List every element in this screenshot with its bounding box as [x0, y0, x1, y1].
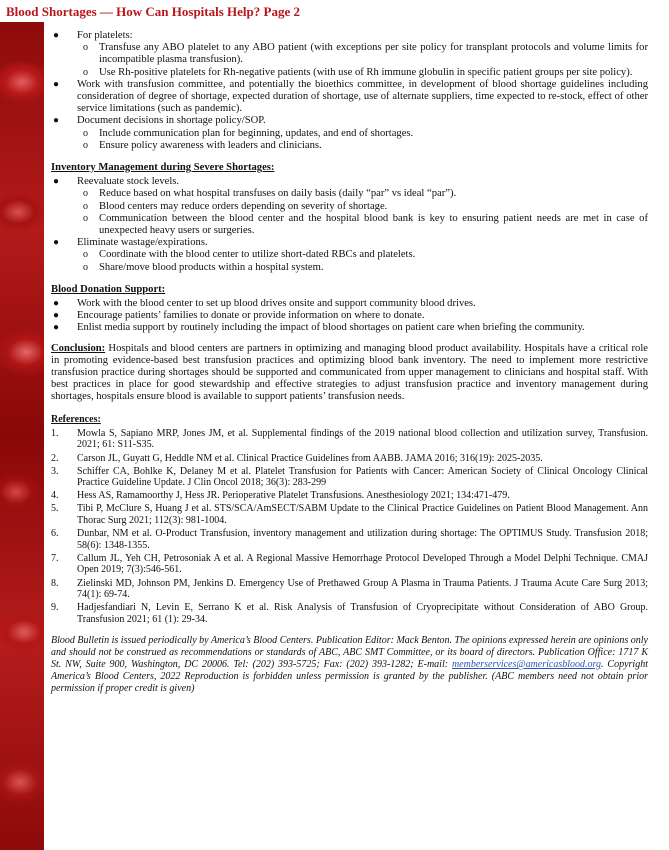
- donation-heading: Blood Donation Support:: [51, 283, 166, 295]
- top-bullet-list: [51, 30, 648, 152]
- reference-item: 8. Zielinski MD, Johnson PM, Jenkins D. Emergency Use of Prethawed Group A Plasma in Trauma Patients. J Trauma Acute Care Surg 2013; 74(1): 69-74.: [51, 577, 648, 601]
- bullet-icon: ●: [53, 310, 60, 322]
- sub-bullet: o Include communication plan for beginning, updates, and end of shortages.: [83, 127, 414, 139]
- bullet-eliminate-wastage: ● Eliminate wastage/expirations. o Coordinate with the blood center to utilize short-dated RBCs and platelets. o Share/move blood products within a hospital system.: [51, 237, 648, 274]
- sub-bullet: o Share/move blood products within a hospital system.: [83, 261, 324, 273]
- reference-item: 7. Callum JL, Yeh CH, Petrosoniak A et al. A Regional Massive Hemorrhage Protocol Developed Through a Model Delphi Technique. CMAJ Open 2019; 7(3):546-561.: [51, 552, 648, 576]
- bullet-icon: ●: [53, 78, 60, 90]
- email-link[interactable]: memberservices@americasblood.org: [451, 658, 602, 670]
- sub-bullet: o Communication between the blood center and the hospital blood bank is key to ensuring patient needs are met in case of unexpected heavy users or surgeries.: [83, 212, 648, 237]
- publication-footer: Blood Bulletin is issued periodically by America’s Blood Centers. Publication Editor: Mack Benton. The opinions expressed herein are opinions only and should not be construed as recommendations or standards of ABC, ABC SMT Committee, or its board of directors. Publication Office: 1717 K St. NW, Suite 900, Washington, DC 20006. Tel: (202) 393-5725; Fax: (202) 393-1282; E-mail: memberservices@americasblood.org. Copyright America’s Blood Centers, 2022 Reproduction is forbidden unless permission is granted by the publisher. (ABC members need not obtain prior permission if proper credit is given): [51, 635, 648, 694]
- reference-item: 2. Carson JL, Guyatt G, Heddle NM et al. Clinical Practice Guidelines from AABB. JAMA 2016; 316(19): 2025-2035.: [51, 452, 543, 464]
- bullet-platelets: ● For platelets: o Transfuse any ABO platelet to any ABO patient (with exceptions per site policy for transplant protocols and volume limits for incompatible plasma transfusion). o Use Rh-positive platelets for Rh-negative patients (with use of Rh immune globulin in specific patient groups per site policy).: [53, 30, 648, 78]
- document-body: [51, 30, 648, 694]
- references-list: [51, 428, 648, 626]
- donation-bullet: ● Work with the blood center to set up blood drives onsite and support community blood drives.: [53, 298, 476, 310]
- circle-bullet-icon: o: [83, 127, 88, 139]
- circle-bullet-icon: o: [83, 139, 88, 151]
- sub-bullet-list: [77, 42, 648, 79]
- circle-bullet-icon: o: [83, 261, 88, 273]
- sub-bullet: o Ensure policy awareness with leaders and clinicians.: [83, 139, 322, 151]
- sub-bullet-list: [77, 249, 648, 273]
- conclusion-label: Conclusion:: [51, 342, 106, 354]
- bullet-reevaluate: ● Reevaluate stock levels. o Reduce based on what hospital transfuses on daily basis (daily “par” vs ideal “par”). o Blood centers may reduce orders depending on severity of shortage. o Communication between the blood center and the hospital blood bank is key to ensuring patient needs are met in case of unexpected heavy users or surgeries.: [53, 176, 648, 237]
- circle-bullet-icon: o: [83, 188, 88, 200]
- sub-bullet-list: [77, 128, 648, 152]
- inventory-heading: Inventory Management during Severe Shortages:: [51, 162, 275, 174]
- reference-item: 4. Hess AS, Ramamoorthy J, Hess JR. Perioperative Platelet Transfusions. Anesthesiology 2021; 134:471-479.: [51, 490, 510, 502]
- bullet-icon: ●: [53, 237, 60, 249]
- bullet-icon: ●: [53, 115, 60, 127]
- bullet-document-decisions: ● Document decisions in shortage policy/SOP. o Include communication plan for beginning, updates, and end of shortages. o Ensure policy awareness with leaders and clinicians.: [51, 115, 648, 152]
- circle-bullet-icon: o: [83, 200, 88, 212]
- sub-bullet: o Transfuse any ABO platelet to any ABO patient (with exceptions per site policy for transplant protocols and volume limits for incompatible plasma transfusion).: [83, 42, 648, 66]
- bullet-icon: ●: [53, 298, 60, 310]
- circle-bullet-icon: o: [83, 42, 88, 54]
- donation-bullet-list: [51, 298, 648, 335]
- bullet-icon: ●: [53, 322, 60, 334]
- references-heading: References:: [51, 413, 101, 425]
- circle-bullet-icon: o: [83, 66, 88, 78]
- circle-bullet-icon: o: [83, 212, 88, 224]
- sub-bullet: o Use Rh-positive platelets for Rh-negative patients (with use of Rh immune globulin in specific patient groups per site policy).: [83, 66, 633, 78]
- reference-item: 9. Hadjesfandiari N, Levin E, Serrano K et al. Risk Analysis of Transfusion of Cryoprecipitate without Consideration of ABO Group. Transfusion 2021; 61 (1): 29-34.: [51, 602, 648, 625]
- bullet-icon: ●: [53, 176, 60, 188]
- conclusion-paragraph: [51, 343, 648, 404]
- donation-bullet: ● Enlist media support by routinely including the impact of blood shortages on patient care when briefing the community.: [53, 322, 585, 334]
- sub-bullet: o Coordinate with the blood center to utilize short-dated RBCs and platelets.: [83, 249, 416, 261]
- bullet-icon: ●: [53, 30, 60, 41]
- red-blood-cell-border-image: [0, 22, 44, 850]
- reference-item: 6. Dunbar, NM et al. O-Product Transfusion, inventory management and utilization during shortage: The OPTIMUS Study. Transfusion 2018; 58(6): 1348-1355.: [51, 528, 648, 551]
- reference-item: 3. Schiffer CA, Bohlke K, Delaney M et al. Platelet Transfusion for Patients with Cancer: American Society of Clinical Oncology Clinical Practice Guideline Update. J Clin Oncol 2018; 36(3): 283-299: [51, 465, 648, 489]
- sub-bullet: o Reduce based on what hospital transfuses on daily basis (daily “par” vs ideal “par”).: [83, 188, 457, 200]
- reference-item: 5. Tibi P, McClure S, Huang J et al. STS/SCA/AmSECT/SABM Update to the Clinical Practice Guidelines on Patient Blood Management. Ann Thorac Surg 2021; 112(3): 981-1004.: [51, 503, 648, 527]
- sub-bullet: o Blood centers may reduce orders depending on severity of shortage.: [83, 200, 388, 212]
- donation-bullet: ● Encourage patients’ families to donate or provide information on where to donate.: [53, 310, 425, 322]
- circle-bullet-icon: o: [83, 249, 88, 261]
- reference-item: 1. Mowla S, Sapiano MRP, Jones JM, et al. Supplemental findings of the 2019 national blood collection and utilization survey, Transfusion. 2021; 61: S11-S35.: [51, 427, 648, 451]
- bullet-transfusion-committee: ● Work with transfusion committee, and potentially the bioethics committee, in development of blood shortage guidelines including consideration of degree of shortage, expected duration of shortage, use of alternate suppliers, time expected to re-stock, effect of other service limitations (such as pandemic).: [53, 78, 648, 115]
- inventory-bullet-list: [51, 176, 648, 274]
- conclusion-text: Hospitals and blood centers are partners in optimizing and managing blood product availability. Hospitals have a critical role in promoting evidence-based best transfusion practices and optimizing blood bank inventory. The need to implement more restrictive transfusion practice during shortages should be supported and communicated from upper management to clinicians and hospital staff. With best practices in place for good stewardship and effective strategies to adjust transfusion practice and inventory management during shortages, hospitals ensure blood is available to support patients’ transfusion needs.: [51, 342, 648, 403]
- page-title: Blood Shortages — How Can Hospitals Help? Page 2: [6, 4, 300, 19]
- sub-bullet-list: [77, 188, 648, 237]
